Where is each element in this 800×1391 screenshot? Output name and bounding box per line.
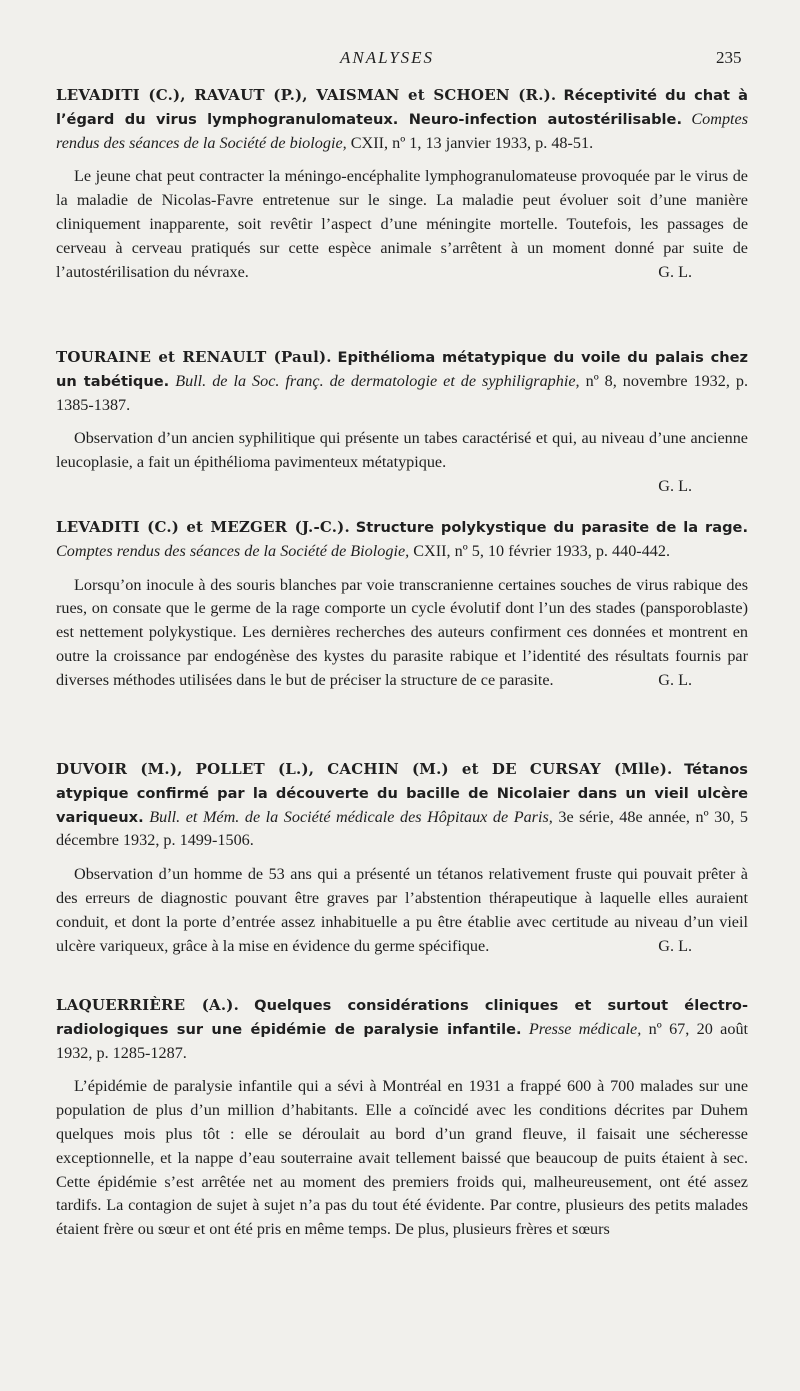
abstract-body: Observation d’un ancien syphilitique qui présente un tabes caractérisé et qui, au niveau d’une ancienne leucoplasie, a fait un épithélioma pavimenteux métatypique. — [56, 429, 748, 472]
running-header — [0, 48, 800, 70]
authors: LEVADITI (C.) et MEZGER (J.-C.). — [56, 518, 350, 536]
journal-name: Bull. de la Soc. franç. de dermatologie et de syphiligraphie, — [175, 371, 580, 390]
publication-details: CXII, nº 1, 13 janvier 1933, p. 48-51. — [350, 133, 594, 152]
abstract-entry — [56, 994, 748, 1242]
section-title: ANALYSES — [340, 48, 435, 67]
abstract-text — [56, 863, 748, 958]
authors: DUVOIR (M.), POLLET (L.), CACHIN (M.) et DE CURSAY (Mlle). — [56, 760, 673, 778]
article-title: Quelques considérations cliniques et surtout électro-radiologiques sur une épidémie de paralysie infantile. — [56, 997, 749, 1038]
abstract-text — [56, 574, 748, 693]
citation — [56, 346, 748, 417]
abstract-body: Lorsqu’on inocule à des souris blanches par voie transcranienne certaines souches de virus rabique des rues, on consate que le germe de la rage comporte un cycle évolutif dont l’un des stades (pansporoblaste) est nettement polykystique. Les dernières recherches des auteurs confirment ces données et montrent en outre la croissance par endogénèse des kystes du parasite rabique et l’identité des résultats fournis par diverses méthodes utilisées dans le but de préciser la structure de ce parasite. — [56, 575, 748, 689]
authors: TOURAINE et RENAULT (Paul). — [56, 348, 332, 366]
journal-name: Bull. et Mém. de la Société médicale des Hôpitaux de Paris, — [149, 807, 553, 826]
abstract-body: Observation d’un homme de 53 ans qui a présenté un tétanos relativement fruste qui pouvait prêter à des erreurs de diagnostic pouvant être graves par l’abstention thérapeutique à laquelle elles auraient conduit, et dont la porte d’entrée assez inhabituelle a pu être établie avec certitude au niveau d’un vieil ulcère variqueux, grâce à la mise en évidence du germe spécifique. — [56, 865, 748, 955]
signature: G. L. — [658, 476, 692, 495]
authors: LAQUERRIÈRE (A.). — [56, 996, 240, 1014]
citation — [56, 84, 748, 155]
abstract-entry — [56, 346, 748, 499]
article-title: Tétanos atypique confirmé par la découverte du bacille de Nicolaier dans un vieil ulcère variqueux. — [56, 761, 748, 826]
abstract-body: L’épidémie de paralysie infantile qui a sévi à Montréal en 1931 a frappé 600 à 700 malades sur une population de plus d’un million d’habitants. Elle a coïncidé avec les conditions décrites par Duhem quelques mois plus tôt : elle se déroulait au bord d’un grand fleuve, il faisait une sécheresse exceptionnelle, et la nappe d’eau souterraine avait tellement baissé que beaucoup de puits étaient à sec. Cette épidémie s’est arrêtée net au moment des premiers froids qui, malheureusement, ont été assez tardifs. La contagion de sujet à sujet n’a pas du tout été évidente. Par contre, plusieurs des petits malades étaient frère ou sœur et ont été pris en même temps. De plus, plusieurs frères et sœurs — [56, 1077, 748, 1239]
abstract-text — [56, 427, 748, 475]
signature: G. L. — [658, 670, 692, 689]
abstract-body: Le jeune chat peut contracter la méningo-encéphalite lymphogranulomateuse provoquée par le virus de la maladie de Nicolas-Favre entretenue sur le singe. La maladie peut évoluer soit d’une manière cliniquement inapparente, soit revêtir l’aspect d’une méningite mortelle. Toutefois, les passages de cerveau à cerveau pratiqués sur cette espèce animale s’arrêtent à un moment donné par suite de l’autostérilisation du névraxe. — [56, 167, 748, 281]
publication-details: CXII, nº 5, 10 février 1933, p. 440-442. — [413, 541, 671, 560]
journal-name: Presse médicale, — [528, 1019, 642, 1038]
abstract-entry — [56, 84, 748, 284]
abstract-text — [56, 165, 748, 284]
journal-name: Comptes rendus des séances de la Société de biologie, — [56, 109, 749, 152]
citation — [56, 516, 748, 564]
article-title: Epithélioma métatypique du voile du palais chez un tabétique. — [56, 349, 749, 390]
abstract-text — [56, 1075, 748, 1242]
journal-name: Comptes rendus des séances de la Société de Biologie, — [56, 541, 410, 560]
signature: G. L. — [658, 262, 692, 281]
publication-details: nº 8, novembre 1932, p. 1385-1387. — [56, 371, 749, 414]
page-number: 235 — [716, 48, 742, 67]
abstract-entry — [56, 516, 748, 693]
article-title: Réceptivité du chat à l’égard du virus lymphogranulomateux. Neuro-infection autostérilisable. — [56, 87, 749, 128]
authors: LEVADITI (C.), RAVAUT (P.), VAISMAN et SCHOEN (R.). — [56, 86, 557, 104]
citation — [56, 758, 748, 853]
article-title: Structure polykystique du parasite de la rage. — [355, 519, 748, 536]
abstract-entry — [56, 758, 748, 958]
citation — [56, 994, 748, 1065]
signature: G. L. — [658, 936, 692, 955]
publication-details: 3e série, 48e année, nº 30, 5 décembre 1932, p. 1499-1506. — [56, 807, 749, 850]
publication-details: nº 67, 20 août 1932, p. 1285-1287. — [56, 1019, 749, 1062]
